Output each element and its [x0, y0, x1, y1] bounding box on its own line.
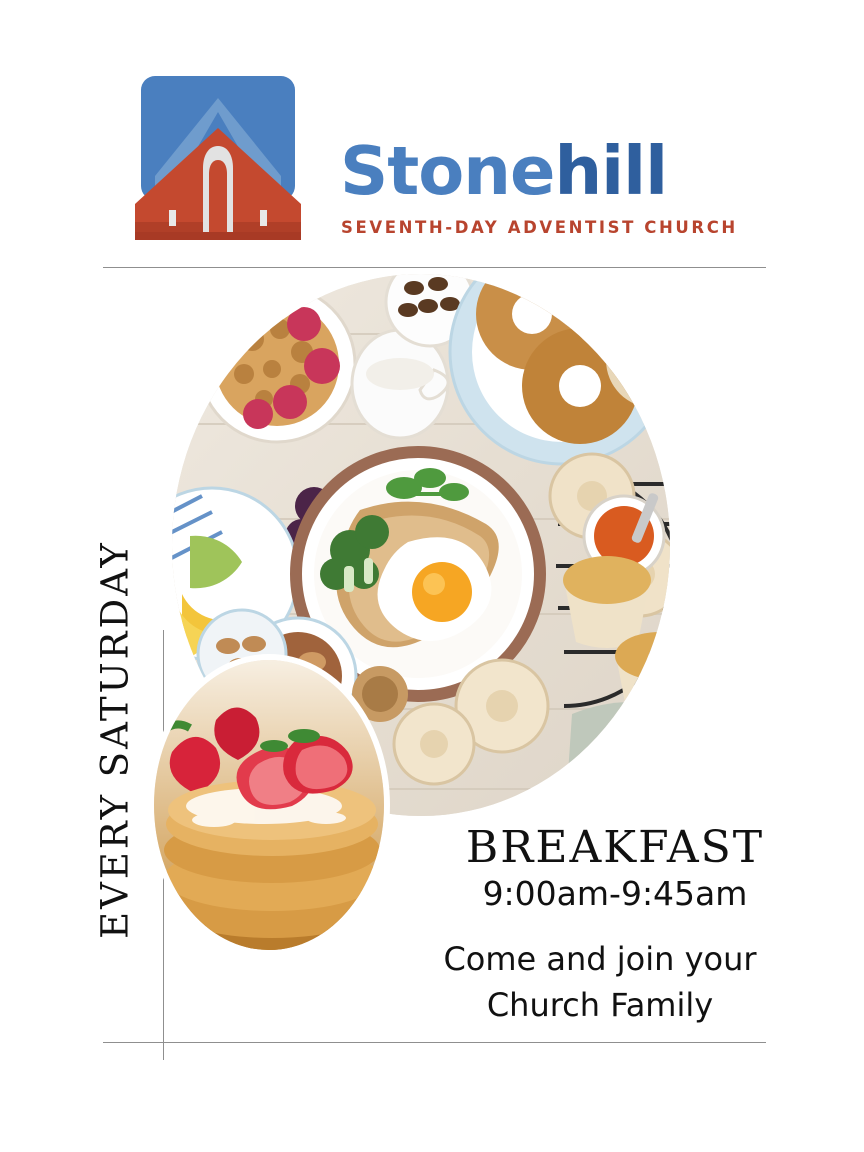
logo-subtitle: SEVENTH-DAY ADVENTIST CHURCH [341, 218, 738, 237]
event-invite [400, 936, 800, 1029]
header [0, 0, 864, 268]
event-title: BREAKFAST [465, 822, 765, 873]
pancakes-strawberries-photo [154, 660, 384, 950]
event-invite-line1: Come and join your [443, 940, 757, 978]
every-saturday-label: EVERY SATURDAY [93, 540, 137, 939]
divider-bottom [103, 1042, 766, 1043]
event-invite-line2: Church Family [486, 986, 714, 1025]
logo-word-stone: Stone [340, 132, 555, 210]
divider-top [103, 267, 766, 268]
church-building-icon [129, 72, 307, 250]
logo-word-hill: hill [554, 132, 668, 210]
logo-wordmark [340, 132, 668, 210]
event-time: 9:00am-9:45am [482, 874, 748, 913]
